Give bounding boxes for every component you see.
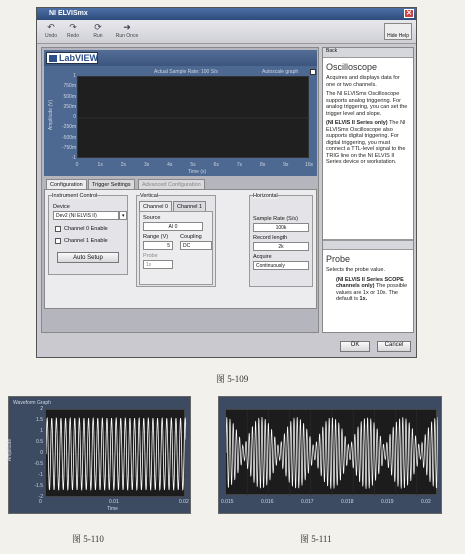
chevron-down-icon[interactable]: ▾: [119, 211, 127, 220]
undo-button[interactable]: ↶ Undo: [40, 22, 62, 42]
help-section-probe: [323, 250, 413, 307]
ok-button[interactable]: OK: [340, 341, 370, 352]
channel1-enable-label: Channel 1 Enable: [64, 238, 108, 244]
undo-icon: ↶: [47, 22, 55, 32]
y-tick-label: 250m: [63, 103, 76, 110]
autoscale-checkbox[interactable]: [310, 69, 316, 75]
x-tick-label: 9s: [283, 162, 289, 168]
acquire-select[interactable]: Continuously: [253, 261, 309, 270]
wg1-y-tick: 0.5: [36, 439, 43, 445]
probe-select[interactable]: 1x: [143, 260, 173, 269]
vertical-group: [136, 195, 216, 287]
help-title: Oscilloscope: [326, 62, 378, 72]
device-select[interactable]: Dev2 (NI ELVIS II): [53, 211, 119, 220]
redo-button[interactable]: ↷ Redo: [62, 22, 84, 42]
instrument-control-label: Instrument Control: [52, 193, 98, 199]
range-label: Range (V): [143, 234, 169, 240]
tab-channel-0[interactable]: Channel 0: [139, 201, 172, 211]
help-title-probe: Probe: [326, 254, 351, 264]
channel0-settings: [139, 211, 213, 285]
x-tick-label: 6s: [213, 162, 219, 168]
caption-fig111: 图 5-111: [300, 534, 332, 544]
sample-rate-label: Sample Rate (S/s): [253, 216, 298, 222]
run-once-icon: ➜: [123, 22, 131, 32]
caption-fig109: 图 5-109: [216, 374, 249, 384]
x-tick-label: 4s: [167, 162, 173, 168]
wg1-x-tick: 0: [39, 499, 42, 505]
horizontal-label: Horizontal: [253, 193, 278, 199]
wg1-x-tick: 0.02: [179, 499, 189, 505]
coupling-select[interactable]: DC: [180, 241, 212, 250]
close-button[interactable]: ✕: [404, 9, 414, 18]
sample-rate-input[interactable]: 100k: [253, 223, 309, 232]
run-once-button[interactable]: ➜ Run Once: [113, 22, 141, 42]
source-label: Source: [143, 215, 161, 221]
configuration-tab-body: [44, 189, 317, 309]
actual-sample-rate: Actual Sample Rate: 100 S/s: [154, 69, 218, 75]
help-paragraph: (NI ELVIS II Series only) The NI ELVISmx Oscilloscope also supports digital triggering. For digital triggering, you must connect a TTL-level signal to the TRIG line on the NI ELVIS II Series device or workstation.: [326, 120, 406, 165]
channel0-enable-checkbox[interactable]: [55, 226, 61, 232]
window-title: NI ELVISmx: [49, 10, 88, 17]
probe-label: Probe: [143, 253, 158, 259]
plot-area: [77, 76, 309, 158]
y-tick-label: 0: [73, 114, 76, 120]
hide-help-button[interactable]: Hide Help: [384, 23, 412, 40]
channel1-enable-checkbox[interactable]: [55, 238, 61, 244]
x-tick-label: 3s: [143, 162, 150, 168]
x-tick-label: 2s: [120, 162, 127, 168]
range-stepper[interactable]: 5: [143, 241, 173, 250]
help-paragraph: Selects the probe value.: [326, 267, 386, 273]
help-toolbar-2: [323, 240, 413, 250]
wg2-x-tick: 0.015: [221, 499, 234, 505]
wg1-y-tick: 1.5: [36, 417, 43, 423]
wg1-y-label: Amplitude: [7, 438, 14, 462]
wg1-y-tick: -1: [38, 472, 43, 478]
x-tick-label: 10s: [304, 162, 314, 168]
redo-icon: ↷: [69, 22, 77, 32]
wg1-y-tick: 2: [40, 406, 43, 412]
wg1-x-label: Time: [107, 506, 118, 512]
title-bar: [37, 8, 416, 20]
wg2-x-tick: 0.02: [421, 499, 431, 505]
run-button[interactable]: ⟳ Run: [87, 22, 109, 42]
channel0-enable-label: Channel 0 Enable: [64, 226, 108, 232]
record-length-label: Record length: [253, 235, 288, 241]
wg2-x-tick: 0.017: [301, 499, 314, 505]
x-axis-label: Time (s): [188, 169, 207, 175]
elvismx-window: [36, 7, 417, 358]
autoscale-label: Autoscale graph: [262, 69, 299, 75]
waveform-graph-2: [218, 396, 442, 514]
wg1-trace: [46, 410, 186, 498]
horizontal-group: [249, 195, 313, 287]
tab-advanced-configuration[interactable]: Advanced Configuration: [138, 179, 205, 189]
x-tick-label: 0: [75, 162, 79, 168]
back-button[interactable]: Back: [326, 48, 338, 54]
device-label: Device: [53, 204, 70, 210]
wg1-y-tick: -1.5: [34, 483, 43, 489]
y-tick-label: 500m: [63, 93, 76, 100]
wg2-x-tick: 0.019: [381, 499, 394, 505]
y-tick-label: -250m: [62, 124, 77, 131]
waveform-graph-1: [8, 396, 191, 514]
wg1-y-tick: -2: [38, 494, 43, 500]
wg1-y-tick: 1: [40, 428, 43, 434]
y-tick-label: 1: [73, 73, 76, 79]
wg1-plot: [45, 409, 185, 497]
tab-configuration[interactable]: Configuration: [46, 179, 87, 190]
source-select[interactable]: AI 0: [143, 222, 203, 231]
labview-logo: LabVIEW: [46, 52, 98, 64]
x-tick-label: 7s: [236, 162, 243, 168]
plot-gridlines: [78, 77, 310, 159]
record-length-input[interactable]: 2k: [253, 242, 309, 251]
waveform-graph-title: Waveform Graph: [13, 400, 51, 406]
scope-graph: [44, 66, 317, 176]
coupling-label: Coupling: [180, 234, 202, 240]
y-tick-label: -1: [71, 155, 76, 161]
wg2-x-tick: 0.016: [261, 499, 274, 505]
x-tick-label: 1s: [97, 162, 103, 168]
y-tick-label: 750m: [63, 83, 76, 90]
help-paragraph: Acquires and displays data for one or two channels.: [326, 75, 400, 88]
tab-channel-1[interactable]: Channel 1: [173, 201, 206, 211]
wg2-x-tick: 0.018: [341, 499, 354, 505]
x-tick-label: 5s: [190, 162, 196, 168]
auto-setup-button[interactable]: Auto Setup: [57, 252, 119, 263]
toolbar: [37, 20, 416, 44]
help-paragraph: The NI ELVISmx Oscilloscope supports analog triggering. For analog triggering, you can set the trigger level and slope.: [326, 91, 408, 117]
help-pane: [322, 47, 414, 333]
instrument-control-group: [48, 195, 128, 275]
vertical-label: Vertical: [140, 193, 159, 199]
help-section-oscilloscope: [323, 58, 413, 240]
y-tick-label: -750m: [62, 144, 77, 151]
acquire-label: Acquire: [253, 254, 272, 260]
instrument-panel: [41, 47, 319, 333]
help-toolbar: [323, 48, 413, 58]
run-icon: ⟳: [94, 22, 102, 32]
wg1-y-tick: -0.5: [34, 461, 43, 467]
y-tick-label: -500m: [62, 134, 77, 141]
y-axis-label: Amplitude (V): [48, 99, 55, 131]
graph-header: [44, 50, 317, 66]
help-bullet: (NI ELVIS II Series SCOPE channels only) The possible values are 1x or 10x. The default is 1x.: [336, 276, 408, 302]
wg2-plot: [225, 409, 437, 495]
wg2-trace: [226, 410, 438, 496]
wg1-y-tick: 0: [40, 450, 43, 456]
x-tick-label: 8s: [259, 162, 266, 168]
wg1-x-tick: 0.01: [109, 499, 119, 505]
cancel-button[interactable]: Cancel: [377, 341, 411, 352]
tab-trigger-settings[interactable]: Trigger Settings: [88, 179, 135, 189]
caption-fig110: 图 5-110: [72, 534, 104, 544]
